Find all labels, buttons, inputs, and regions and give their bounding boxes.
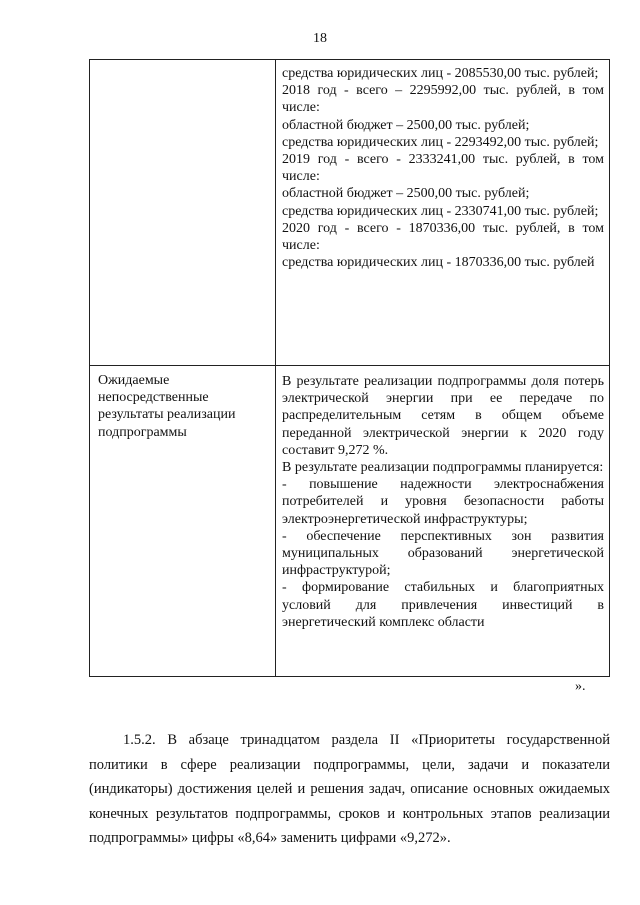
- results-paragraph: - формирование стабильных и благоприятных условий для привлечения инвестиций в энергетический комплекс области: [282, 580, 604, 630]
- column-divider: [275, 60, 276, 676]
- financing-cell: [282, 65, 604, 271]
- financing-line: средства юридических лиц - 2293492,00 тыс. рублей;: [282, 134, 599, 150]
- results-paragraph: В результате реализации подпрограммы планируется:: [282, 460, 604, 476]
- financing-line: областной бюджет – 2500,00 тыс. рублей;: [282, 186, 530, 202]
- results-paragraph: - повышение надежности электроснабжения потребителей и уровня безопасности работы электроэнергетической инфраструктуры;: [282, 477, 604, 527]
- financing-line: 2020 год - всего - 1870336,00 тыс. рублей, в том числе:: [282, 220, 604, 254]
- results-label-cell: [98, 372, 268, 441]
- passport-table: [89, 59, 610, 677]
- results-label: Ожидаемые непосредственные результаты реализации подпрограммы: [98, 373, 236, 440]
- results-paragraph: В результате реализации подпрограммы доля потерь электрической энергии при ее передаче по распределительным сетям в общем объеме переданной электрической энергии к 2020 году составит 9,272 %.: [282, 374, 604, 458]
- financing-line: 2018 год - всего – 2295992,00 тыс. рублей, в том числе:: [282, 83, 604, 116]
- closing-quote: ».: [575, 679, 586, 694]
- results-paragraph: - обеспечение перспективных зон развития муниципальных образований энергетической инфраструктурой;: [282, 528, 604, 579]
- financing-line: средства юридических лиц - 2330741,00 тыс. рублей;: [282, 203, 599, 219]
- financing-line: областной бюджет – 2500,00 тыс. рублей;: [282, 117, 530, 133]
- amendment-paragraph: 1.5.2. В абзаце тринадцатом раздела II «Приоритеты государственной политики в сфере реализации подпрограммы, цели, задачи и показатели (индикаторы) достижения целей и решения задач, описание основных ожидаемых конечных результатов подпрограммы, сроков и контрольных этапов реализации подпрограммы» цифры «8,64» заменить цифрами «9,272».: [89, 732, 610, 847]
- results-cell: [282, 373, 604, 631]
- financing-line: средства юридических лиц - 2085530,00 тыс. рублей;: [282, 66, 599, 81]
- page-number: 18: [313, 31, 327, 46]
- financing-line: средства юридических лиц - 1870336,00 тыс. рублей: [282, 255, 595, 271]
- financing-line: 2019 год - всего - 2333241,00 тыс. рублей, в том числе:: [282, 152, 604, 185]
